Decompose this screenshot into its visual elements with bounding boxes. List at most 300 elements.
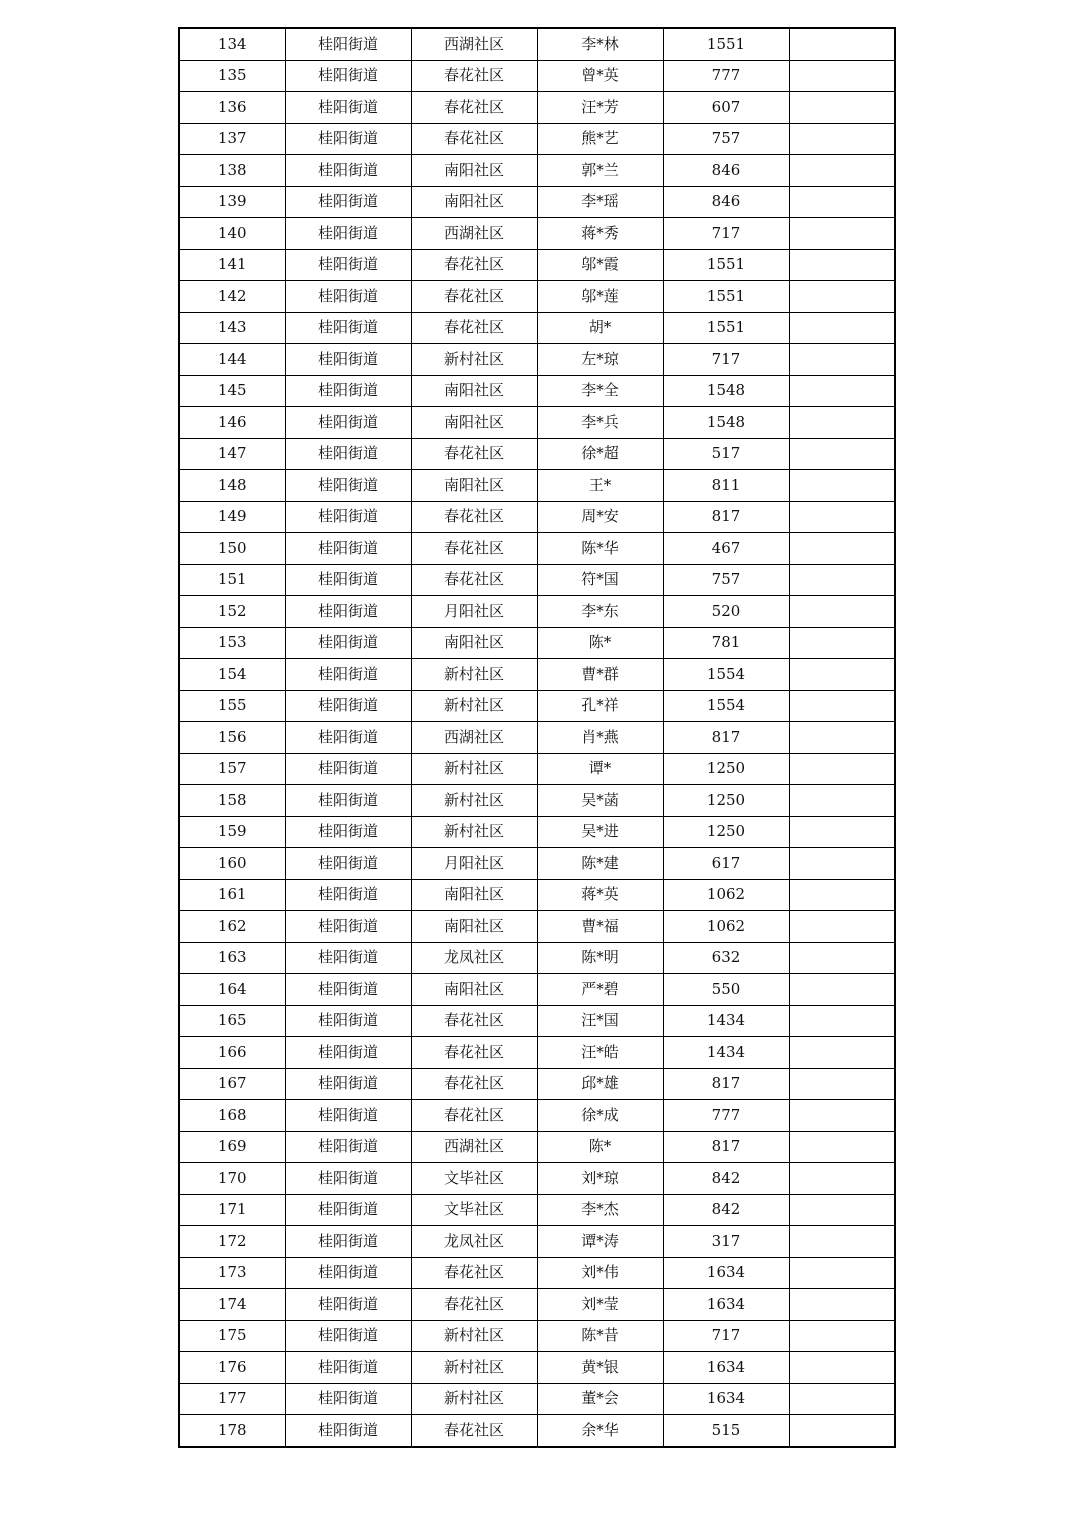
amount-cell: 1551 — [663, 28, 789, 60]
community-cell: 南阳社区 — [411, 407, 537, 439]
community-cell: 南阳社区 — [411, 375, 537, 407]
community-cell: 春花社区 — [411, 1037, 537, 1069]
remark-cell — [789, 249, 895, 281]
table-row — [179, 501, 895, 533]
street-cell: 桂阳街道 — [285, 155, 411, 187]
remark-cell — [789, 1383, 895, 1415]
amount-cell: 550 — [663, 974, 789, 1006]
row-number-cell: 151 — [179, 564, 285, 596]
name-cell: 李*杰 — [537, 1194, 663, 1226]
table-row — [179, 60, 895, 92]
name-cell: 谭* — [537, 753, 663, 785]
row-number-cell: 165 — [179, 1005, 285, 1037]
community-cell: 文毕社区 — [411, 1194, 537, 1226]
row-number-cell: 144 — [179, 344, 285, 376]
community-cell: 春花社区 — [411, 92, 537, 124]
street-cell: 桂阳街道 — [285, 186, 411, 218]
table-row — [179, 470, 895, 502]
table-row — [179, 1163, 895, 1195]
street-cell: 桂阳街道 — [285, 60, 411, 92]
name-cell: 汪*国 — [537, 1005, 663, 1037]
remark-cell — [789, 627, 895, 659]
community-cell: 春花社区 — [411, 501, 537, 533]
amount-cell: 1634 — [663, 1383, 789, 1415]
remark-cell — [789, 375, 895, 407]
name-cell: 曾*英 — [537, 60, 663, 92]
street-cell: 桂阳街道 — [285, 816, 411, 848]
name-cell: 郭*兰 — [537, 155, 663, 187]
amount-cell: 817 — [663, 1131, 789, 1163]
remark-cell — [789, 344, 895, 376]
name-cell: 陈*明 — [537, 942, 663, 974]
remark-cell — [789, 974, 895, 1006]
community-cell: 新村社区 — [411, 659, 537, 691]
street-cell: 桂阳街道 — [285, 1257, 411, 1289]
remark-cell — [789, 1320, 895, 1352]
name-cell: 陈* — [537, 1131, 663, 1163]
community-cell: 新村社区 — [411, 816, 537, 848]
remark-cell — [789, 659, 895, 691]
remark-cell — [789, 281, 895, 313]
street-cell: 桂阳街道 — [285, 1352, 411, 1384]
community-cell: 春花社区 — [411, 564, 537, 596]
row-number-cell: 142 — [179, 281, 285, 313]
table-row — [179, 627, 895, 659]
street-cell: 桂阳街道 — [285, 281, 411, 313]
name-cell: 邱*雄 — [537, 1068, 663, 1100]
amount-cell: 517 — [663, 438, 789, 470]
amount-cell: 1554 — [663, 690, 789, 722]
amount-cell: 515 — [663, 1415, 789, 1447]
amount-cell: 1434 — [663, 1005, 789, 1037]
row-number-cell: 171 — [179, 1194, 285, 1226]
street-cell: 桂阳街道 — [285, 911, 411, 943]
street-cell: 桂阳街道 — [285, 564, 411, 596]
table-row — [179, 722, 895, 754]
remark-cell — [789, 690, 895, 722]
remark-cell — [789, 60, 895, 92]
row-number-cell: 176 — [179, 1352, 285, 1384]
street-cell: 桂阳街道 — [285, 753, 411, 785]
amount-cell: 717 — [663, 218, 789, 250]
name-cell: 汪*芳 — [537, 92, 663, 124]
name-cell: 徐*成 — [537, 1100, 663, 1132]
amount-cell: 317 — [663, 1226, 789, 1258]
amount-cell: 1634 — [663, 1289, 789, 1321]
name-cell: 胡* — [537, 312, 663, 344]
community-cell: 春花社区 — [411, 533, 537, 565]
name-cell: 李*林 — [537, 28, 663, 60]
row-number-cell: 160 — [179, 848, 285, 880]
street-cell: 桂阳街道 — [285, 659, 411, 691]
table-row — [179, 911, 895, 943]
name-cell: 邬*霞 — [537, 249, 663, 281]
remark-cell — [789, 123, 895, 155]
community-cell: 西湖社区 — [411, 1131, 537, 1163]
name-cell: 熊*艺 — [537, 123, 663, 155]
table-row — [179, 785, 895, 817]
street-cell: 桂阳街道 — [285, 690, 411, 722]
community-cell: 南阳社区 — [411, 627, 537, 659]
row-number-cell: 161 — [179, 879, 285, 911]
remark-cell — [789, 1068, 895, 1100]
table-row — [179, 92, 895, 124]
street-cell: 桂阳街道 — [285, 28, 411, 60]
street-cell: 桂阳街道 — [285, 974, 411, 1006]
row-number-cell: 147 — [179, 438, 285, 470]
table-row — [179, 1415, 895, 1447]
row-number-cell: 152 — [179, 596, 285, 628]
name-cell: 董*会 — [537, 1383, 663, 1415]
name-cell: 李*东 — [537, 596, 663, 628]
name-cell: 肖*燕 — [537, 722, 663, 754]
street-cell: 桂阳街道 — [285, 438, 411, 470]
amount-cell: 1250 — [663, 753, 789, 785]
name-cell: 徐*超 — [537, 438, 663, 470]
row-number-cell: 168 — [179, 1100, 285, 1132]
amount-cell: 781 — [663, 627, 789, 659]
table-row — [179, 344, 895, 376]
table-row — [179, 879, 895, 911]
row-number-cell: 157 — [179, 753, 285, 785]
amount-cell: 1634 — [663, 1352, 789, 1384]
amount-cell: 607 — [663, 92, 789, 124]
name-cell: 符*国 — [537, 564, 663, 596]
community-cell: 春花社区 — [411, 1005, 537, 1037]
remark-cell — [789, 92, 895, 124]
table-row — [179, 1194, 895, 1226]
community-cell: 文毕社区 — [411, 1163, 537, 1195]
remark-cell — [789, 785, 895, 817]
name-cell: 吴*菡 — [537, 785, 663, 817]
street-cell: 桂阳街道 — [285, 1415, 411, 1447]
row-number-cell: 175 — [179, 1320, 285, 1352]
street-cell: 桂阳街道 — [285, 312, 411, 344]
row-number-cell: 146 — [179, 407, 285, 439]
row-number-cell: 167 — [179, 1068, 285, 1100]
community-cell: 春花社区 — [411, 1289, 537, 1321]
street-cell: 桂阳街道 — [285, 1005, 411, 1037]
remark-cell — [789, 816, 895, 848]
row-number-cell: 149 — [179, 501, 285, 533]
community-cell: 新村社区 — [411, 1320, 537, 1352]
community-cell: 春花社区 — [411, 123, 537, 155]
name-cell: 曹*群 — [537, 659, 663, 691]
street-cell: 桂阳街道 — [285, 407, 411, 439]
remark-cell — [789, 186, 895, 218]
table-row — [179, 1352, 895, 1384]
name-cell: 严*碧 — [537, 974, 663, 1006]
remark-cell — [789, 1257, 895, 1289]
table-row — [179, 1037, 895, 1069]
name-cell: 李*全 — [537, 375, 663, 407]
name-cell: 王* — [537, 470, 663, 502]
table-row — [179, 123, 895, 155]
table-row — [179, 753, 895, 785]
street-cell: 桂阳街道 — [285, 1037, 411, 1069]
remark-cell — [789, 533, 895, 565]
community-cell: 春花社区 — [411, 60, 537, 92]
street-cell: 桂阳街道 — [285, 123, 411, 155]
name-cell: 陈* — [537, 627, 663, 659]
amount-cell: 717 — [663, 1320, 789, 1352]
remark-cell — [789, 1289, 895, 1321]
community-cell: 春花社区 — [411, 1068, 537, 1100]
amount-cell: 1434 — [663, 1037, 789, 1069]
name-cell: 陈*昔 — [537, 1320, 663, 1352]
remark-cell — [789, 596, 895, 628]
remark-cell — [789, 1005, 895, 1037]
street-cell: 桂阳街道 — [285, 1320, 411, 1352]
community-cell: 春花社区 — [411, 249, 537, 281]
community-cell: 新村社区 — [411, 1383, 537, 1415]
name-cell: 陈*华 — [537, 533, 663, 565]
table-row — [179, 312, 895, 344]
street-cell: 桂阳街道 — [285, 533, 411, 565]
remark-cell — [789, 1131, 895, 1163]
remark-cell — [789, 564, 895, 596]
street-cell: 桂阳街道 — [285, 785, 411, 817]
row-number-cell: 143 — [179, 312, 285, 344]
row-number-cell: 159 — [179, 816, 285, 848]
remark-cell — [789, 312, 895, 344]
row-number-cell: 162 — [179, 911, 285, 943]
row-number-cell: 137 — [179, 123, 285, 155]
row-number-cell: 163 — [179, 942, 285, 974]
community-cell: 春花社区 — [411, 1257, 537, 1289]
amount-cell: 817 — [663, 1068, 789, 1100]
data-table — [178, 27, 896, 1448]
community-cell: 月阳社区 — [411, 596, 537, 628]
amount-cell: 842 — [663, 1194, 789, 1226]
amount-cell: 467 — [663, 533, 789, 565]
table-row — [179, 564, 895, 596]
row-number-cell: 155 — [179, 690, 285, 722]
community-cell: 西湖社区 — [411, 722, 537, 754]
community-cell: 南阳社区 — [411, 155, 537, 187]
table-row — [179, 1131, 895, 1163]
table-row — [179, 186, 895, 218]
row-number-cell: 135 — [179, 60, 285, 92]
community-cell: 南阳社区 — [411, 911, 537, 943]
name-cell: 黄*银 — [537, 1352, 663, 1384]
name-cell: 周*安 — [537, 501, 663, 533]
name-cell: 李*瑶 — [537, 186, 663, 218]
table-row — [179, 942, 895, 974]
table-row — [179, 974, 895, 1006]
name-cell: 谭*涛 — [537, 1226, 663, 1258]
table-row — [179, 596, 895, 628]
amount-cell: 1250 — [663, 785, 789, 817]
community-cell: 春花社区 — [411, 312, 537, 344]
row-number-cell: 170 — [179, 1163, 285, 1195]
table-row — [179, 155, 895, 187]
name-cell: 孔*祥 — [537, 690, 663, 722]
table-row — [179, 218, 895, 250]
street-cell: 桂阳街道 — [285, 218, 411, 250]
row-number-cell: 150 — [179, 533, 285, 565]
amount-cell: 757 — [663, 123, 789, 155]
remark-cell — [789, 1415, 895, 1447]
table-row — [179, 816, 895, 848]
table-row — [179, 690, 895, 722]
table-row — [179, 1226, 895, 1258]
community-cell: 月阳社区 — [411, 848, 537, 880]
community-cell: 南阳社区 — [411, 974, 537, 1006]
community-cell: 新村社区 — [411, 753, 537, 785]
street-cell: 桂阳街道 — [285, 249, 411, 281]
amount-cell: 1062 — [663, 879, 789, 911]
street-cell: 桂阳街道 — [285, 1383, 411, 1415]
amount-cell: 777 — [663, 60, 789, 92]
amount-cell: 811 — [663, 470, 789, 502]
street-cell: 桂阳街道 — [285, 1100, 411, 1132]
row-number-cell: 173 — [179, 1257, 285, 1289]
remark-cell — [789, 438, 895, 470]
name-cell: 刘*莹 — [537, 1289, 663, 1321]
name-cell: 汪*皓 — [537, 1037, 663, 1069]
community-cell: 新村社区 — [411, 785, 537, 817]
name-cell: 李*兵 — [537, 407, 663, 439]
remark-cell — [789, 753, 895, 785]
remark-cell — [789, 879, 895, 911]
remark-cell — [789, 501, 895, 533]
row-number-cell: 164 — [179, 974, 285, 1006]
table-row — [179, 1005, 895, 1037]
street-cell: 桂阳街道 — [285, 501, 411, 533]
remark-cell — [789, 28, 895, 60]
remark-cell — [789, 155, 895, 187]
row-number-cell: 172 — [179, 1226, 285, 1258]
remark-cell — [789, 942, 895, 974]
name-cell: 吴*进 — [537, 816, 663, 848]
row-number-cell: 141 — [179, 249, 285, 281]
table-row — [179, 848, 895, 880]
amount-cell: 1250 — [663, 816, 789, 848]
street-cell: 桂阳街道 — [285, 627, 411, 659]
remark-cell — [789, 722, 895, 754]
street-cell: 桂阳街道 — [285, 92, 411, 124]
remark-cell — [789, 1100, 895, 1132]
row-number-cell: 156 — [179, 722, 285, 754]
amount-cell: 1551 — [663, 249, 789, 281]
table-row — [179, 659, 895, 691]
table-row — [179, 1383, 895, 1415]
table-row — [179, 281, 895, 313]
amount-cell: 520 — [663, 596, 789, 628]
amount-cell: 1062 — [663, 911, 789, 943]
street-cell: 桂阳街道 — [285, 375, 411, 407]
row-number-cell: 145 — [179, 375, 285, 407]
table-row — [179, 533, 895, 565]
table-row — [179, 1257, 895, 1289]
street-cell: 桂阳街道 — [285, 1163, 411, 1195]
row-number-cell: 134 — [179, 28, 285, 60]
street-cell: 桂阳街道 — [285, 1226, 411, 1258]
community-cell: 春花社区 — [411, 1415, 537, 1447]
community-cell: 西湖社区 — [411, 218, 537, 250]
amount-cell: 1554 — [663, 659, 789, 691]
street-cell: 桂阳街道 — [285, 942, 411, 974]
community-cell: 新村社区 — [411, 690, 537, 722]
amount-cell: 1634 — [663, 1257, 789, 1289]
name-cell: 刘*伟 — [537, 1257, 663, 1289]
row-number-cell: 177 — [179, 1383, 285, 1415]
table-row — [179, 1289, 895, 1321]
table-row — [179, 407, 895, 439]
table-row — [179, 28, 895, 60]
remark-cell — [789, 1163, 895, 1195]
street-cell: 桂阳街道 — [285, 470, 411, 502]
remark-cell — [789, 1226, 895, 1258]
street-cell: 桂阳街道 — [285, 344, 411, 376]
remark-cell — [789, 407, 895, 439]
amount-cell: 846 — [663, 155, 789, 187]
amount-cell: 846 — [663, 186, 789, 218]
community-cell: 龙凤社区 — [411, 1226, 537, 1258]
row-number-cell: 148 — [179, 470, 285, 502]
community-cell: 春花社区 — [411, 281, 537, 313]
street-cell: 桂阳街道 — [285, 879, 411, 911]
row-number-cell: 178 — [179, 1415, 285, 1447]
community-cell: 春花社区 — [411, 438, 537, 470]
row-number-cell: 158 — [179, 785, 285, 817]
name-cell: 蒋*英 — [537, 879, 663, 911]
name-cell: 余*华 — [537, 1415, 663, 1447]
community-cell: 龙凤社区 — [411, 942, 537, 974]
table-row — [179, 375, 895, 407]
name-cell: 蒋*秀 — [537, 218, 663, 250]
community-cell: 南阳社区 — [411, 470, 537, 502]
street-cell: 桂阳街道 — [285, 1289, 411, 1321]
name-cell: 曹*福 — [537, 911, 663, 943]
row-number-cell: 174 — [179, 1289, 285, 1321]
row-number-cell: 154 — [179, 659, 285, 691]
street-cell: 桂阳街道 — [285, 1131, 411, 1163]
amount-cell: 777 — [663, 1100, 789, 1132]
table-body — [179, 28, 895, 1447]
amount-cell: 617 — [663, 848, 789, 880]
community-cell: 新村社区 — [411, 1352, 537, 1384]
community-cell: 西湖社区 — [411, 28, 537, 60]
name-cell: 陈*建 — [537, 848, 663, 880]
remark-cell — [789, 1352, 895, 1384]
remark-cell — [789, 470, 895, 502]
amount-cell: 1548 — [663, 407, 789, 439]
amount-cell: 1548 — [663, 375, 789, 407]
amount-cell: 632 — [663, 942, 789, 974]
table-row — [179, 1068, 895, 1100]
remark-cell — [789, 1194, 895, 1226]
amount-cell: 842 — [663, 1163, 789, 1195]
amount-cell: 817 — [663, 722, 789, 754]
amount-cell: 757 — [663, 564, 789, 596]
table-row — [179, 249, 895, 281]
community-cell: 新村社区 — [411, 344, 537, 376]
name-cell: 左*琼 — [537, 344, 663, 376]
remark-cell — [789, 911, 895, 943]
community-cell: 南阳社区 — [411, 879, 537, 911]
remark-cell — [789, 1037, 895, 1069]
amount-cell: 817 — [663, 501, 789, 533]
street-cell: 桂阳街道 — [285, 1194, 411, 1226]
table-row — [179, 1100, 895, 1132]
street-cell: 桂阳街道 — [285, 596, 411, 628]
amount-cell: 1551 — [663, 281, 789, 313]
community-cell: 南阳社区 — [411, 186, 537, 218]
name-cell: 邬*莲 — [537, 281, 663, 313]
remark-cell — [789, 218, 895, 250]
